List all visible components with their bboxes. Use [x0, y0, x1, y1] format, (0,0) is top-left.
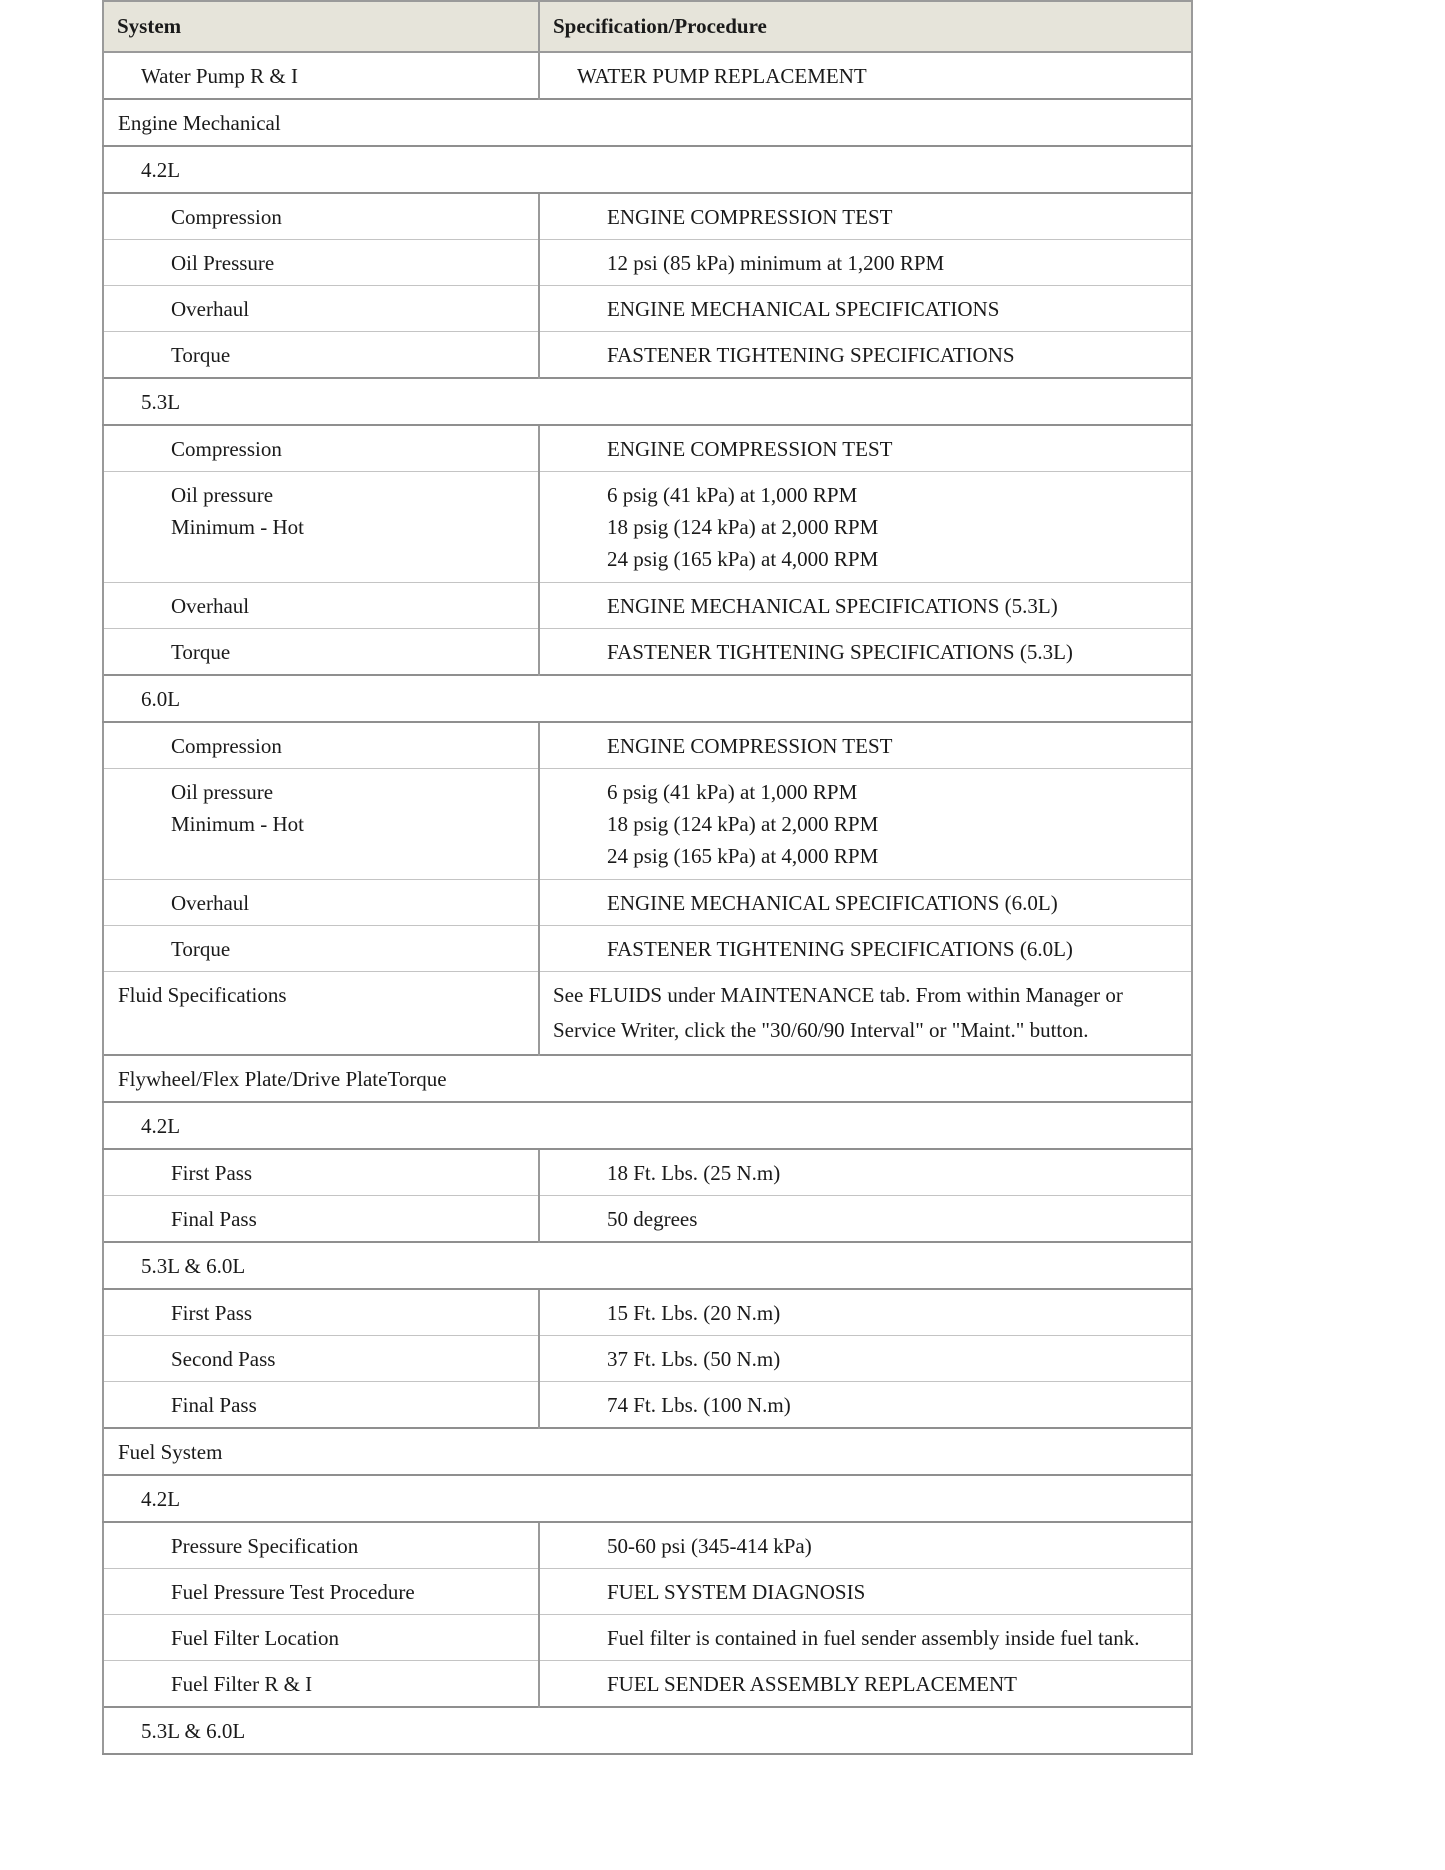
specification-cell: ENGINE MECHANICAL SPECIFICATIONS [539, 286, 1192, 332]
section-label: Flywheel/Flex Plate/Drive PlateTorque [103, 1055, 1192, 1102]
section-label: Engine Mechanical [103, 99, 1192, 146]
system-cell: Final Pass [103, 1196, 539, 1243]
column-header-system: System [103, 1, 539, 52]
section-label: 5.3L & 6.0L [103, 1242, 1192, 1289]
specification-cell: WATER PUMP REPLACEMENT [539, 52, 1192, 99]
table-header-row [103, 1, 1192, 52]
specification-cell: 15 Ft. Lbs. (20 N.m) [539, 1289, 1192, 1336]
section-row [103, 378, 1192, 425]
system-line: Fluid Specifications [118, 983, 287, 1007]
system-cell: First Pass [103, 1289, 539, 1336]
specification-cell: 37 Ft. Lbs. (50 N.m) [539, 1336, 1192, 1382]
section-row [103, 1102, 1192, 1149]
specification-cell [539, 472, 1192, 583]
table-row [103, 722, 1192, 769]
system-cell: Final Pass [103, 1382, 539, 1429]
section-label: 6.0L [103, 675, 1192, 722]
specification-cell: ENGINE COMPRESSION TEST [539, 722, 1192, 769]
specification-line: Service Writer, click the "30/60/90 Interval" or "Maint." button. [553, 1018, 1089, 1042]
table-row [103, 1149, 1192, 1196]
section-row [103, 146, 1192, 193]
specification-cell: FUEL SYSTEM DIAGNOSIS [539, 1569, 1192, 1615]
table-row [103, 1382, 1192, 1429]
table-row [103, 286, 1192, 332]
table-row [103, 425, 1192, 472]
specification-line: 6 psig (41 kPa) at 1,000 RPM [607, 780, 858, 804]
table-row [103, 1196, 1192, 1243]
section-label: 5.3L [103, 378, 1192, 425]
table-row [103, 240, 1192, 286]
specification-cell [539, 769, 1192, 880]
system-cell: First Pass [103, 1149, 539, 1196]
specification-cell: 12 psi (85 kPa) minimum at 1,200 RPM [539, 240, 1192, 286]
system-cell: Compression [103, 722, 539, 769]
table-row [103, 1336, 1192, 1382]
system-line: Oil pressure [171, 780, 274, 804]
system-cell: Fuel Filter R & I [103, 1661, 539, 1708]
table-row [103, 52, 1192, 99]
system-cell [103, 972, 539, 1056]
specification-cell [539, 972, 1192, 1056]
table-row [103, 1615, 1192, 1661]
section-row [103, 1055, 1192, 1102]
table-row [103, 769, 1192, 880]
section-row [103, 99, 1192, 146]
specification-line: 6 psig (41 kPa) at 1,000 RPM [607, 483, 858, 507]
table-body [103, 52, 1192, 1754]
system-cell: Compression [103, 425, 539, 472]
specification-line: 18 psig (124 kPa) at 2,000 RPM [607, 515, 879, 539]
system-cell: Torque [103, 629, 539, 676]
section-row [103, 1707, 1192, 1754]
table-row [103, 1289, 1192, 1336]
system-cell: Fuel Filter Location [103, 1615, 539, 1661]
system-cell: Second Pass [103, 1336, 539, 1382]
system-cell: Overhaul [103, 286, 539, 332]
section-label: 5.3L & 6.0L [103, 1707, 1192, 1754]
system-cell: Pressure Specification [103, 1522, 539, 1569]
specification-cell: Fuel filter is contained in fuel sender assembly inside fuel tank. [539, 1615, 1192, 1661]
system-cell [103, 472, 539, 583]
specification-line: See FLUIDS under MAINTENANCE tab. From within Manager or [553, 983, 1123, 1007]
specification-line: 18 psig (124 kPa) at 2,000 RPM [607, 812, 879, 836]
system-cell: Compression [103, 193, 539, 240]
table-row [103, 880, 1192, 926]
system-cell [103, 769, 539, 880]
section-label: 4.2L [103, 1102, 1192, 1149]
section-row [103, 1242, 1192, 1289]
section-row [103, 675, 1192, 722]
table-row [103, 972, 1192, 1056]
table-row [103, 926, 1192, 972]
system-cell: Oil Pressure [103, 240, 539, 286]
system-line: Minimum - Hot [171, 515, 305, 539]
specification-cell: FUEL SENDER ASSEMBLY REPLACEMENT [539, 1661, 1192, 1708]
specification-cell: 74 Ft. Lbs. (100 N.m) [539, 1382, 1192, 1429]
specification-cell: FASTENER TIGHTENING SPECIFICATIONS (6.0L) [539, 926, 1192, 972]
section-row [103, 1428, 1192, 1475]
specification-cell: ENGINE COMPRESSION TEST [539, 193, 1192, 240]
system-line: Oil pressure [171, 483, 274, 507]
column-header-specification: Specification/Procedure [539, 1, 1192, 52]
table-row [103, 1569, 1192, 1615]
section-label: 4.2L [103, 1475, 1192, 1522]
system-cell: Water Pump R & I [103, 52, 539, 99]
specification-cell: FASTENER TIGHTENING SPECIFICATIONS (5.3L) [539, 629, 1192, 676]
system-cell: Torque [103, 332, 539, 379]
specification-cell: 50-60 psi (345-414 kPa) [539, 1522, 1192, 1569]
specification-cell: FASTENER TIGHTENING SPECIFICATIONS [539, 332, 1192, 379]
specification-cell: 18 Ft. Lbs. (25 N.m) [539, 1149, 1192, 1196]
table-row [103, 583, 1192, 629]
specification-cell: 50 degrees [539, 1196, 1192, 1243]
table-row [103, 472, 1192, 583]
specification-cell: ENGINE MECHANICAL SPECIFICATIONS (5.3L) [539, 583, 1192, 629]
system-cell: Overhaul [103, 583, 539, 629]
specification-cell: ENGINE COMPRESSION TEST [539, 425, 1192, 472]
system-cell: Torque [103, 926, 539, 972]
specifications-table [102, 0, 1193, 1755]
table-row [103, 1522, 1192, 1569]
section-label: 4.2L [103, 146, 1192, 193]
table-row [103, 1661, 1192, 1708]
section-label: Fuel System [103, 1428, 1192, 1475]
table-row [103, 332, 1192, 379]
system-cell: Overhaul [103, 880, 539, 926]
table-row [103, 193, 1192, 240]
specification-line: 24 psig (165 kPa) at 4,000 RPM [607, 547, 879, 571]
section-row [103, 1475, 1192, 1522]
table-row [103, 629, 1192, 676]
specification-cell: ENGINE MECHANICAL SPECIFICATIONS (6.0L) [539, 880, 1192, 926]
system-line: Minimum - Hot [171, 812, 305, 836]
system-cell: Fuel Pressure Test Procedure [103, 1569, 539, 1615]
specification-line: 24 psig (165 kPa) at 4,000 RPM [607, 844, 879, 868]
